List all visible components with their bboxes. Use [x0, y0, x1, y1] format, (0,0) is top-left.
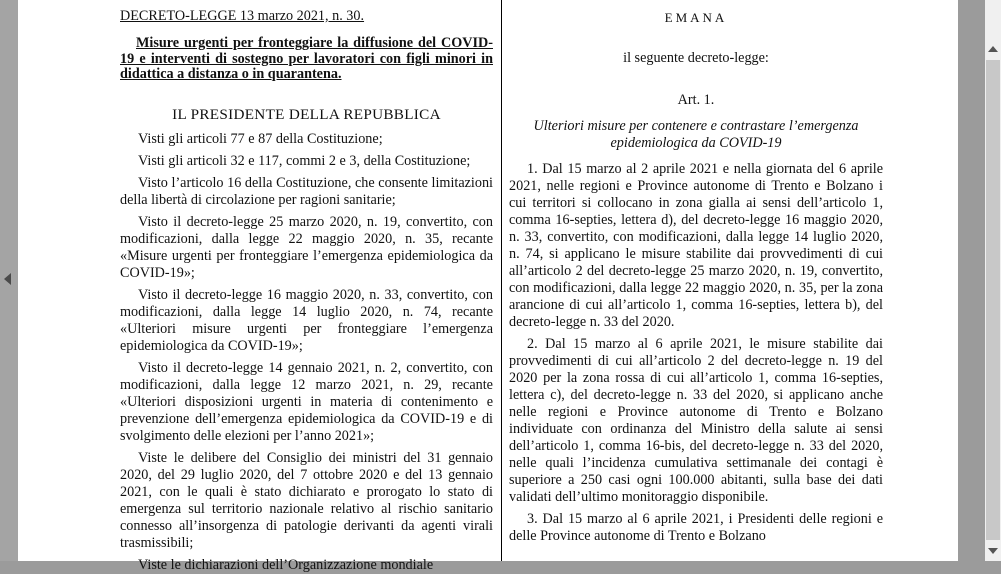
recital-paragraph: Visti gli articoli 32 e 117, commi 2 e 3, della Costituzione;: [138, 152, 471, 169]
scroll-up-arrow-icon[interactable]: [988, 46, 998, 52]
article-number: Art. 1.: [677, 92, 715, 108]
recital-paragraph: Visto il decreto-legge 14 gennaio 2021, n. 2, convertito, con modificazioni, dalla legge 12 marzo 2021, n. 29, recante «Ulteriori disposizioni urgenti in materia di contenimento e prevenzione dell’emergenza epidemiologica da COVID-19 e di svolgimento delle elezioni per l’anno 2021»;: [120, 359, 493, 444]
recital-paragraph: Visti gli articoli 77 e 87 della Costituzione;: [138, 130, 383, 147]
recital-paragraph: Visto il decreto-legge 25 marzo 2020, n. 19, convertito, con modificazioni, dalla legge 22 maggio 2020, n. 35, recante «Misure urgenti per fronteggiare l’emergenza epidemiologica da COVID-19»;: [120, 213, 493, 281]
recital-paragraph: Visto il decreto-legge 16 maggio 2020, n. 33, convertito, con modificazioni, dalla legge 14 luglio 2020, n. 74, recante «Ulteriori misure urgenti per fronteggiare l’emergenza epidemiologica da COVID-19»;: [120, 286, 493, 354]
intro-line: il seguente decreto-legge:: [623, 50, 769, 66]
article-paragraph: 3. Dal 15 marzo al 6 aprile 2021, i Presidenti delle regioni e delle Province autonome di Trento e Bolzano: [509, 511, 883, 544]
article-paragraph: 2. Dal 15 marzo al 6 aprile 2021, le misure stabilite dai provvedimenti di cui all’articolo 2 del decreto-legge n. 19 del 2020 per la zona rossa di cui all’articolo 1, comma 16-septies, lettera c), del decreto-legge n. 33 del 2020, si applicano anche nelle regioni e Province autonome di Trento e Bolzano individuate con ordinanza del Ministro della salute ai sensi dell’articolo 1, comma 16-bis, del decreto-legge n. 33 del 2020, nelle quali l’incidenza cumulativa settimanale dei contagi è superiore a 250 casi ogni 100.000 abitanti, sulla base dei dati validati dell’ultimo monitoraggio disponibile.: [509, 336, 883, 505]
emana-heading: EMANA: [664, 10, 728, 25]
recital-paragraph: Visto l’articolo 16 della Costituzione, che consente limitazioni della libertà di circolazione per ragioni sanitarie;: [120, 174, 493, 208]
recital-paragraph: Viste le dichiarazioni dell’Organizzazione mondiale: [138, 556, 434, 573]
president-heading: IL PRESIDENTE DELLA REPUBBLICA: [172, 105, 441, 123]
column-divider: [501, 0, 502, 561]
recital-paragraph: Viste le delibere del Consiglio dei ministri del 31 gennaio 2020, del 29 luglio 2020, del 7 ottobre 2020 e del 13 gennaio 2021, con le quali è stato dichiarato e prorogato lo stato di emergenza sul territorio nazionale relativo al rischio sanitario connesso all’insorgenza di patologie derivanti da agenti virali trasmissibili;: [120, 449, 493, 551]
scrollbar-thumb[interactable]: [986, 60, 1000, 540]
decree-subject: Misure urgenti per fronteggiare la diffusione del COVID-19 e interventi di sostegno per lavoratori con figli minori in didattica a distanza o in quarantena.: [120, 35, 493, 82]
scroll-left-arrow-icon[interactable]: [4, 273, 11, 285]
article-title: Ulteriori misure per contenere e contrastare l’emergenza epidemiologica da COVID-19: [533, 118, 859, 151]
decree-header: DECRETO-LEGGE 13 marzo 2021, n. 30.: [120, 8, 365, 24]
article-paragraph: 1. Dal 15 marzo al 2 aprile 2021 e nella giornata del 6 aprile 2021, nelle regioni e Province autonome di Trento e Bolzano i cui territori si collocano in zona gialla ai sensi dell’articolo 1, comma 16-septies, lettera d), del decreto-legge 16 maggio 2020, n. 33, convertito, con modificazioni, dalla legge 14 luglio 2020, n. 74, si applicano le misure stabilite dai provvedimenti di cui all’articolo 2 del decreto-legge 25 marzo 2020, n. 19, convertito, con modificazioni, dalla legge 22 maggio 2020, n. 35, per la zona arancione di cui all’articolo 1, comma 16-septies, lettera b), del decreto-legge n. 33 del 2020.: [509, 161, 883, 330]
right-column: [509, 0, 883, 545]
left-column: [120, 0, 493, 574]
scroll-down-arrow-icon[interactable]: [988, 548, 998, 554]
